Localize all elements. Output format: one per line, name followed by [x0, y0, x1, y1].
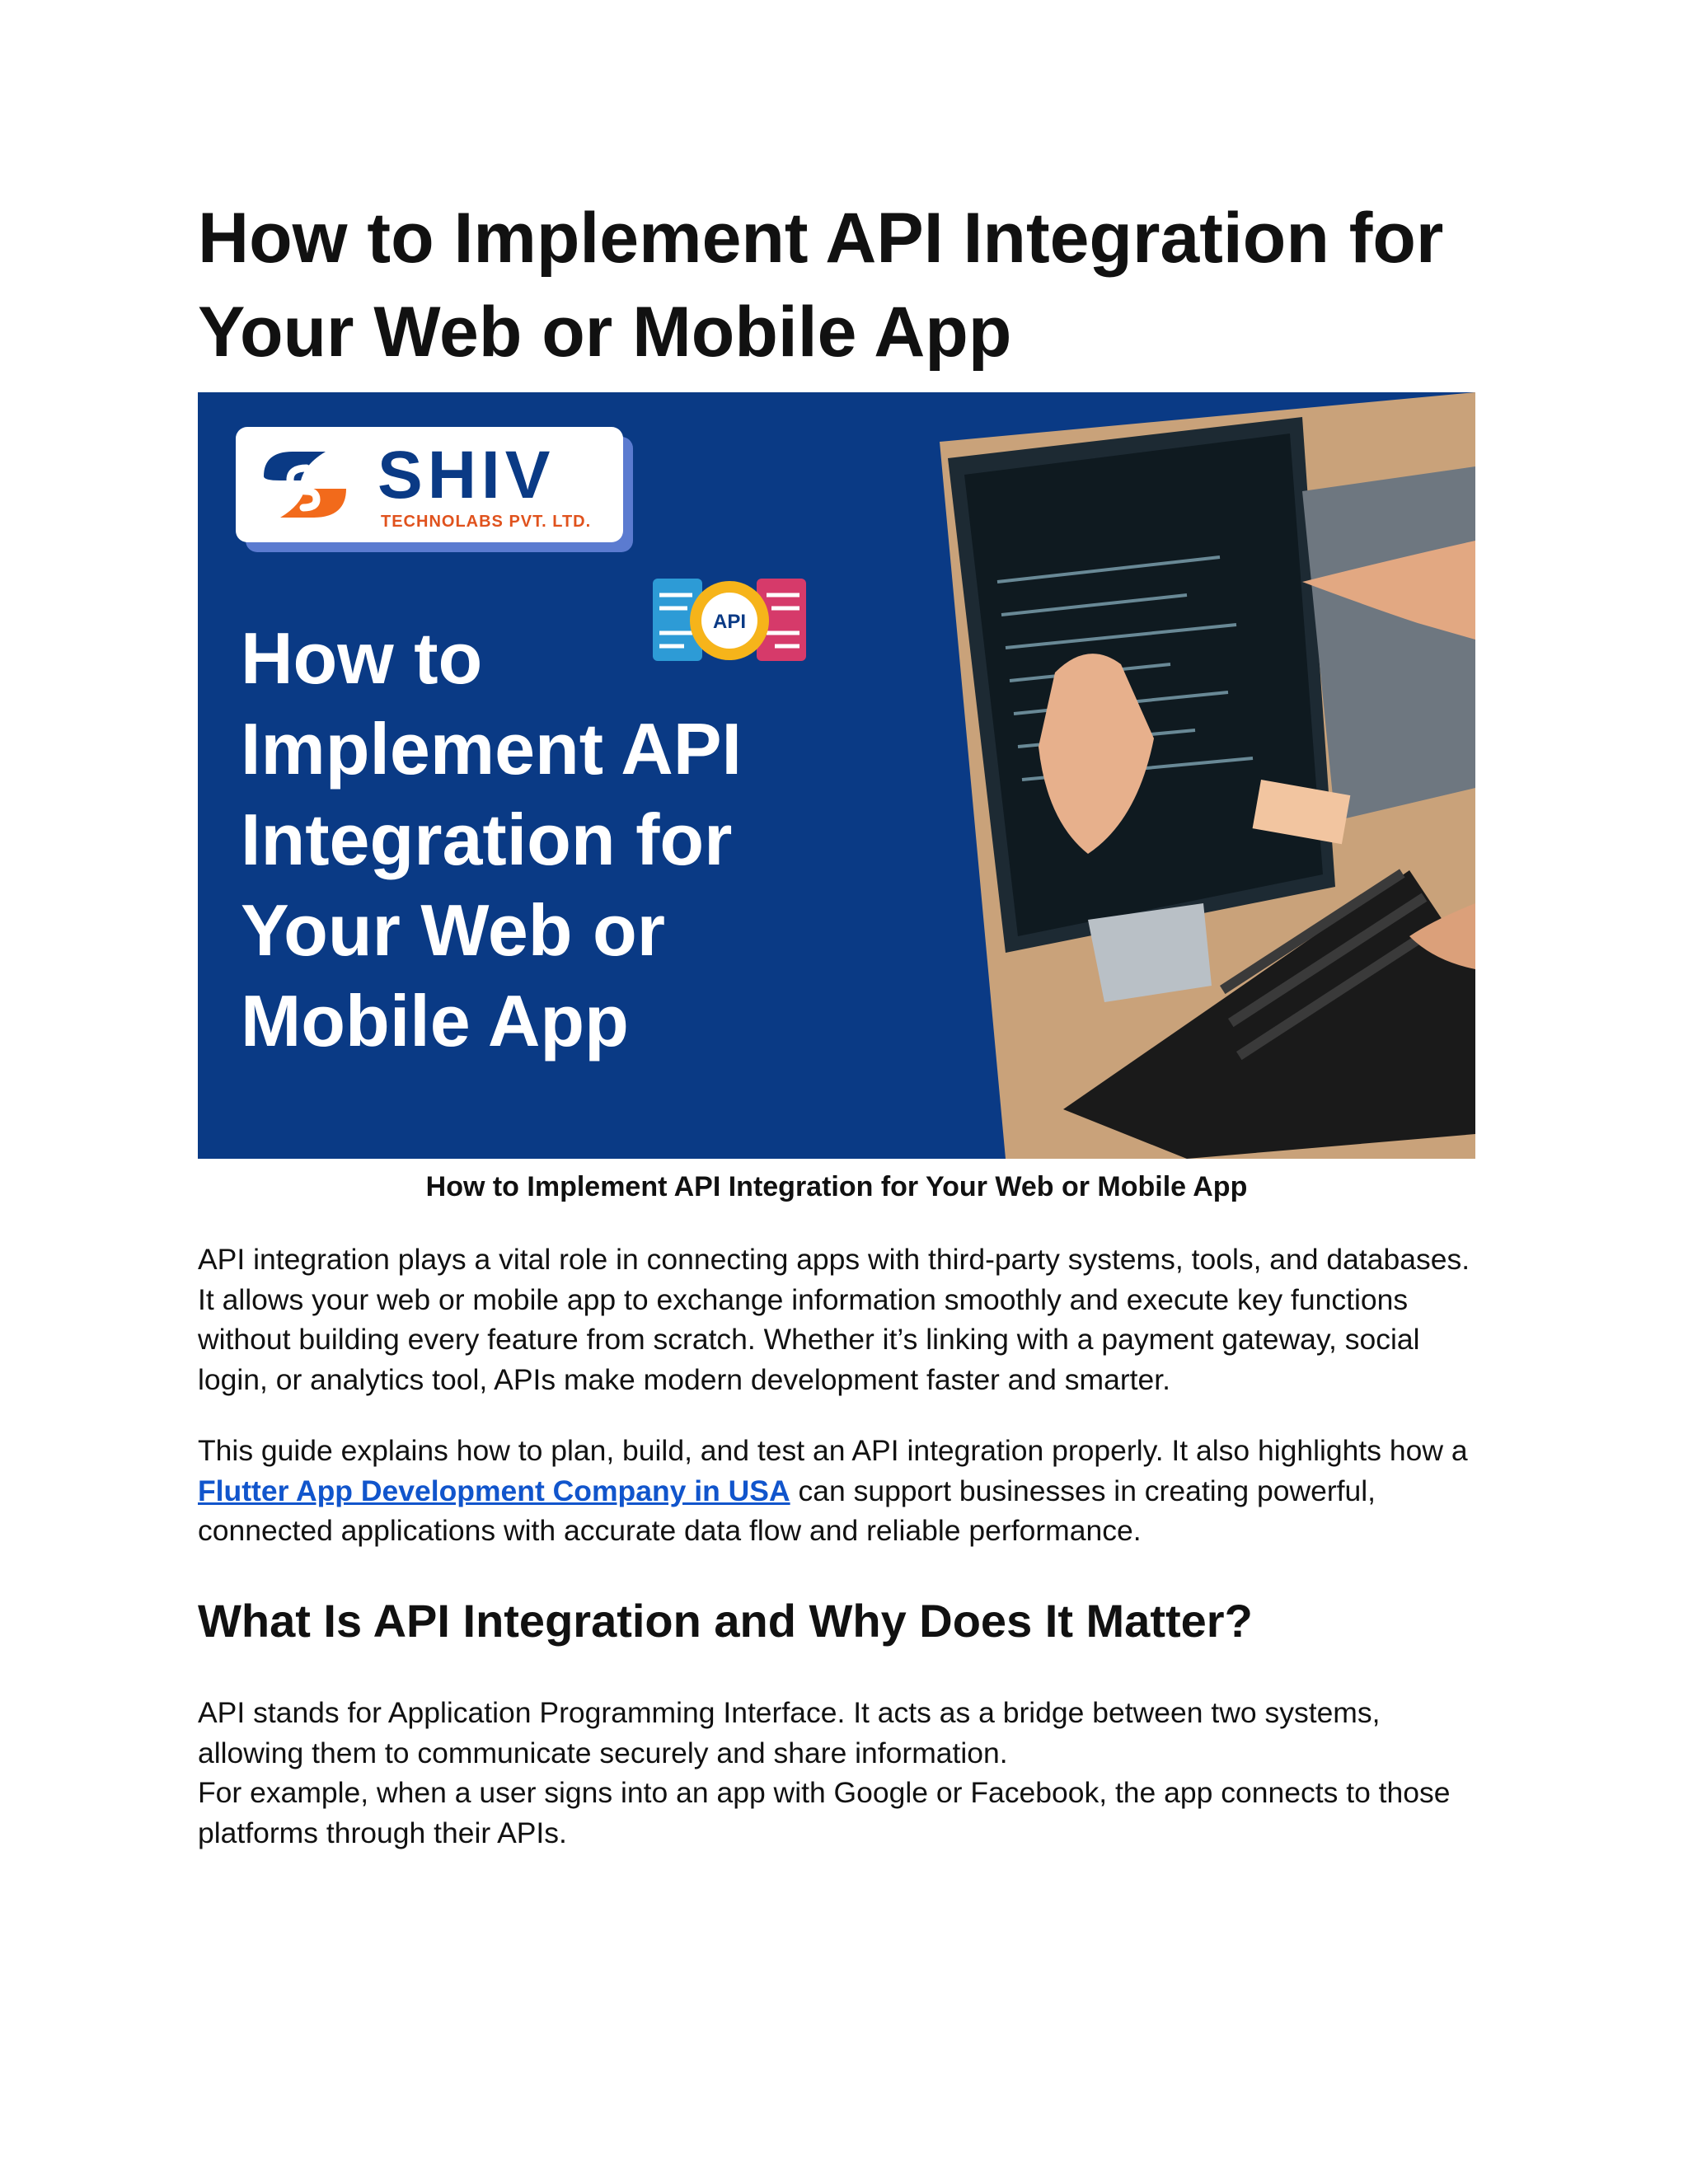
guide-text-after: can support businesses in creating powerful, connected applications with accurate data flow and reliable performance.	[198, 1474, 1376, 1547]
api-example-line: For example, when a user signs into an app with Google or Facebook, the app connects to those platforms through their APIs.	[198, 1776, 1451, 1849]
page-title: How to Implement API Integration for Your Web or Mobile App	[198, 199, 1444, 372]
hero-headline: How to Implement API Integration for Your Web or Mobile App	[241, 617, 742, 1062]
api-definition-line: API stands for Application Programming Interface. It acts as a bridge between two systems, allowing them to communicate securely and share information.	[198, 1696, 1381, 1769]
logo-name: SHIV	[377, 438, 556, 513]
image-caption: How to Implement API Integration for Your Web or Mobile App	[425, 1171, 1248, 1202]
api-icon-label: API	[712, 611, 747, 633]
company-logo	[236, 427, 623, 542]
api-definition-paragraph	[198, 1693, 1484, 1853]
guide-text-before: This guide explains how to plan, build, and test an API integration properly. It also highlights how a	[198, 1434, 1468, 1467]
developer-photo	[841, 392, 1475, 1159]
intro-paragraph: API integration plays a vital role in connecting apps with third-party systems, tools, and databases. It allows your web or mobile app to exchange information smoothly and execute key functions without building every feature from scratch. Whether it’s linking with a payment gateway, social login, or analytics tool, APIs make modern development faster and smarter.	[198, 1243, 1470, 1396]
section-heading: What Is API Integration and Why Does It Matter?	[198, 1595, 1253, 1647]
guide-paragraph	[198, 1431, 1484, 1551]
flutter-company-link[interactable]: Flutter App Development Company in USA	[198, 1474, 790, 1507]
hero-image	[198, 392, 1475, 1159]
logo-subtitle: TECHNOLABS PVT. LTD.	[381, 513, 592, 531]
logo-mark-icon	[256, 443, 354, 526]
